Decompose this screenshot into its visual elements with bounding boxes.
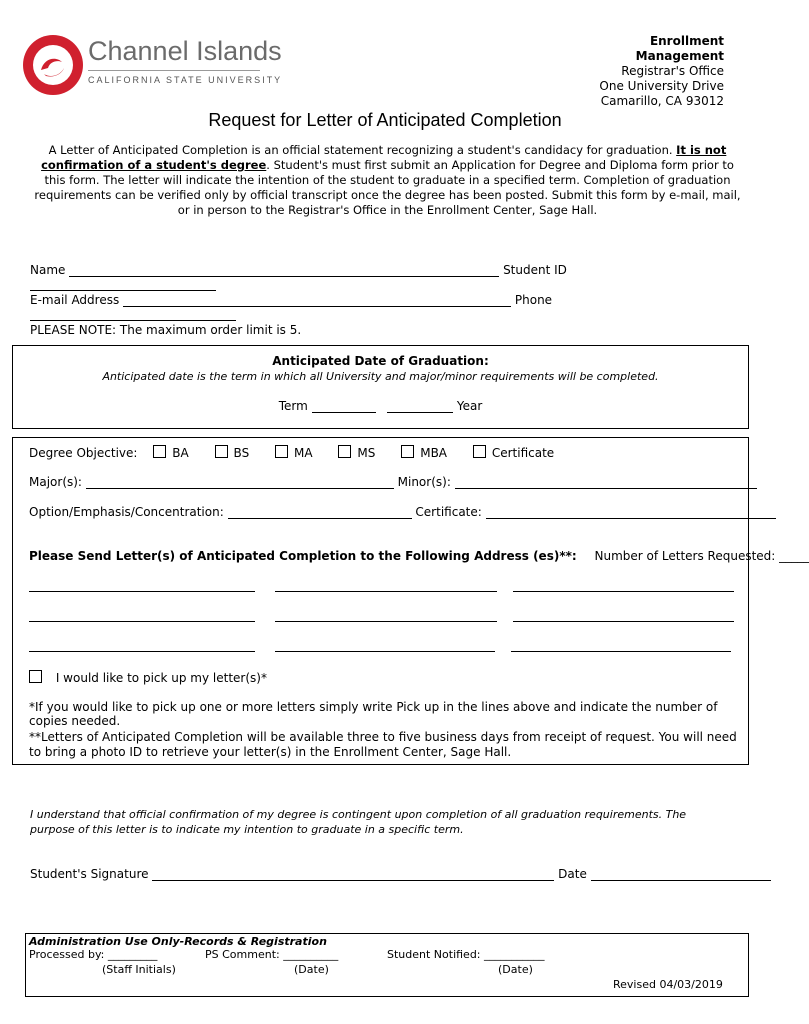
phone-field[interactable] [30,307,236,321]
intro-text: A Letter of Anticipated Completion is an official statement recognizing a student's candidacy for graduation. [48,143,673,157]
address-line: Management [635,49,724,63]
graduation-heading: Anticipated Date of Graduation: [272,354,489,368]
option-ms[interactable] [338,446,375,460]
majors-field[interactable] [86,475,394,489]
name-label: Name [30,263,66,277]
send-heading: Please Send Letter(s) of Anticipated Completion to the Following Address (es)**: [29,549,577,563]
send-row [29,549,809,563]
option-label: Option/Emphasis/Concentration: [29,505,224,519]
date-label: Date [558,867,587,881]
phone-label: Phone [514,293,553,307]
graduation-subtext: Anticipated date is the term in which all University and major/minor requirements will be completed. [102,370,659,383]
processed-by: Processed by: _________ [29,948,158,961]
student-id-label: Student ID [503,263,567,277]
checkbox-icon[interactable] [473,445,486,458]
date-caption: (Date) [498,963,533,976]
degree-objective-label: Degree Objective: [29,446,138,460]
pickup-label: I would like to pick up my letter(s)* [55,671,267,685]
intro-paragraph [30,143,745,218]
degree-objective-row [29,445,554,460]
logo-name: Channel Islands [88,36,282,66]
signature-label: Student's Signature [30,867,149,881]
student-notified: Student Notified: ___________ [387,948,545,961]
checkbox-icon[interactable] [275,445,288,458]
address-line: Camarillo, CA 93012 [600,94,724,108]
understand-statement: I understand that official confirmation of my degree is contingent upon completion of all graduation requirements. The purpose of this letter is to indicate my intention to graduate in a specific term. [30,808,687,836]
address-line-field[interactable] [513,578,734,592]
certificate-label: Certificate: [415,505,482,519]
option-ma[interactable] [275,446,313,460]
minors-label: Minor(s): [397,475,451,489]
majors-row [29,475,744,489]
address-line-field[interactable] [513,608,734,622]
option-mba[interactable] [401,446,447,460]
address-line-field[interactable] [29,578,255,592]
signature-row [30,867,745,881]
option-label: MA [294,446,313,460]
checkbox-icon[interactable] [29,670,42,683]
revised-date: Revised 04/03/2019 [613,978,723,991]
date-field[interactable] [591,867,771,881]
email-field[interactable] [123,293,511,307]
option-row [29,505,744,519]
address-line-field[interactable] [29,608,255,622]
checkbox-icon[interactable] [401,445,414,458]
year-field[interactable] [387,399,453,413]
name-row [30,263,745,291]
graduation-box [12,345,749,429]
logo [22,34,283,96]
certificate-field[interactable] [486,505,776,519]
university-seal-icon [22,34,84,96]
address-line: One University Drive [599,79,724,93]
address-line-field[interactable] [511,638,731,652]
option-ba[interactable] [153,446,188,460]
address-line-field[interactable] [275,608,497,622]
admin-heading: Administration Use Only-Records & Registration [29,935,327,948]
admin-box [25,933,749,997]
intro-emphasis: It is not confirmation of a student's degree [41,143,727,172]
term-label: Term [278,399,308,413]
address-line-field[interactable] [29,638,255,652]
address-line-field[interactable] [275,638,495,652]
minors-field[interactable] [455,475,757,489]
office-address [599,34,724,109]
num-letters: Number of Letters Requested: _____ [594,549,809,563]
checkbox-icon[interactable] [338,445,351,458]
intro-text-cont: . Student's must first submit an Application for Degree and Diploma form prior to this form. The letter will indicate the intention of the student to graduate in a specified term. Completion of graduation requirements can be verified only by official transcript once the degree has been posted. Submit this form by e-mail, mail, or in person to the Registrar's Office in the Enrollment Center, Sage Hall. [34,158,741,217]
ps-comment: PS Comment: __________ [205,948,339,961]
address-line: Registrar's Office [621,64,724,78]
option-label: Certificate [491,446,555,460]
page-title: Request for Letter of Anticipated Completion [208,110,562,130]
address-line-field[interactable] [275,578,497,592]
date-caption: (Date) [294,963,329,976]
option-bs[interactable] [215,446,250,460]
checkbox-icon[interactable] [215,445,228,458]
staff-initials-label: (Staff Initials) [102,963,176,976]
term-field[interactable] [312,399,376,413]
year-label: Year [456,399,483,413]
degree-box [12,437,809,765]
student-id-field[interactable] [30,277,216,291]
checkbox-icon[interactable] [153,445,166,458]
name-field[interactable] [69,263,499,277]
availability-note: **Letters of Anticipated Completion will be available three to five business days from receipt of request. You will need to bring a photo ID to retrieve your letter(s) in the Enrollment Center, Sage Hall. [29,730,737,759]
option-label: MS [357,446,376,460]
order-limit-note: PLEASE NOTE: The maximum order limit is 5. [30,323,302,337]
email-row [30,293,745,321]
pickup-note: *If you would like to pick up one or more letters simply write Pick up in the lines above and indicate the number of copies needed. [29,700,718,728]
address-line: Enrollment [649,34,724,48]
option-label: BA [172,446,189,460]
logo-subtitle: CALIFORNIA STATE UNIVERSITY [88,75,283,85]
option-label: BS [233,446,250,460]
pickup-row[interactable] [29,670,267,685]
email-label: E-mail Address [30,293,120,307]
option-field[interactable] [228,505,412,519]
option-label: MBA [420,446,448,460]
signature-field[interactable] [152,867,554,881]
majors-label: Major(s): [29,475,82,489]
term-year-row [13,399,748,413]
option-certificate[interactable] [473,446,554,460]
